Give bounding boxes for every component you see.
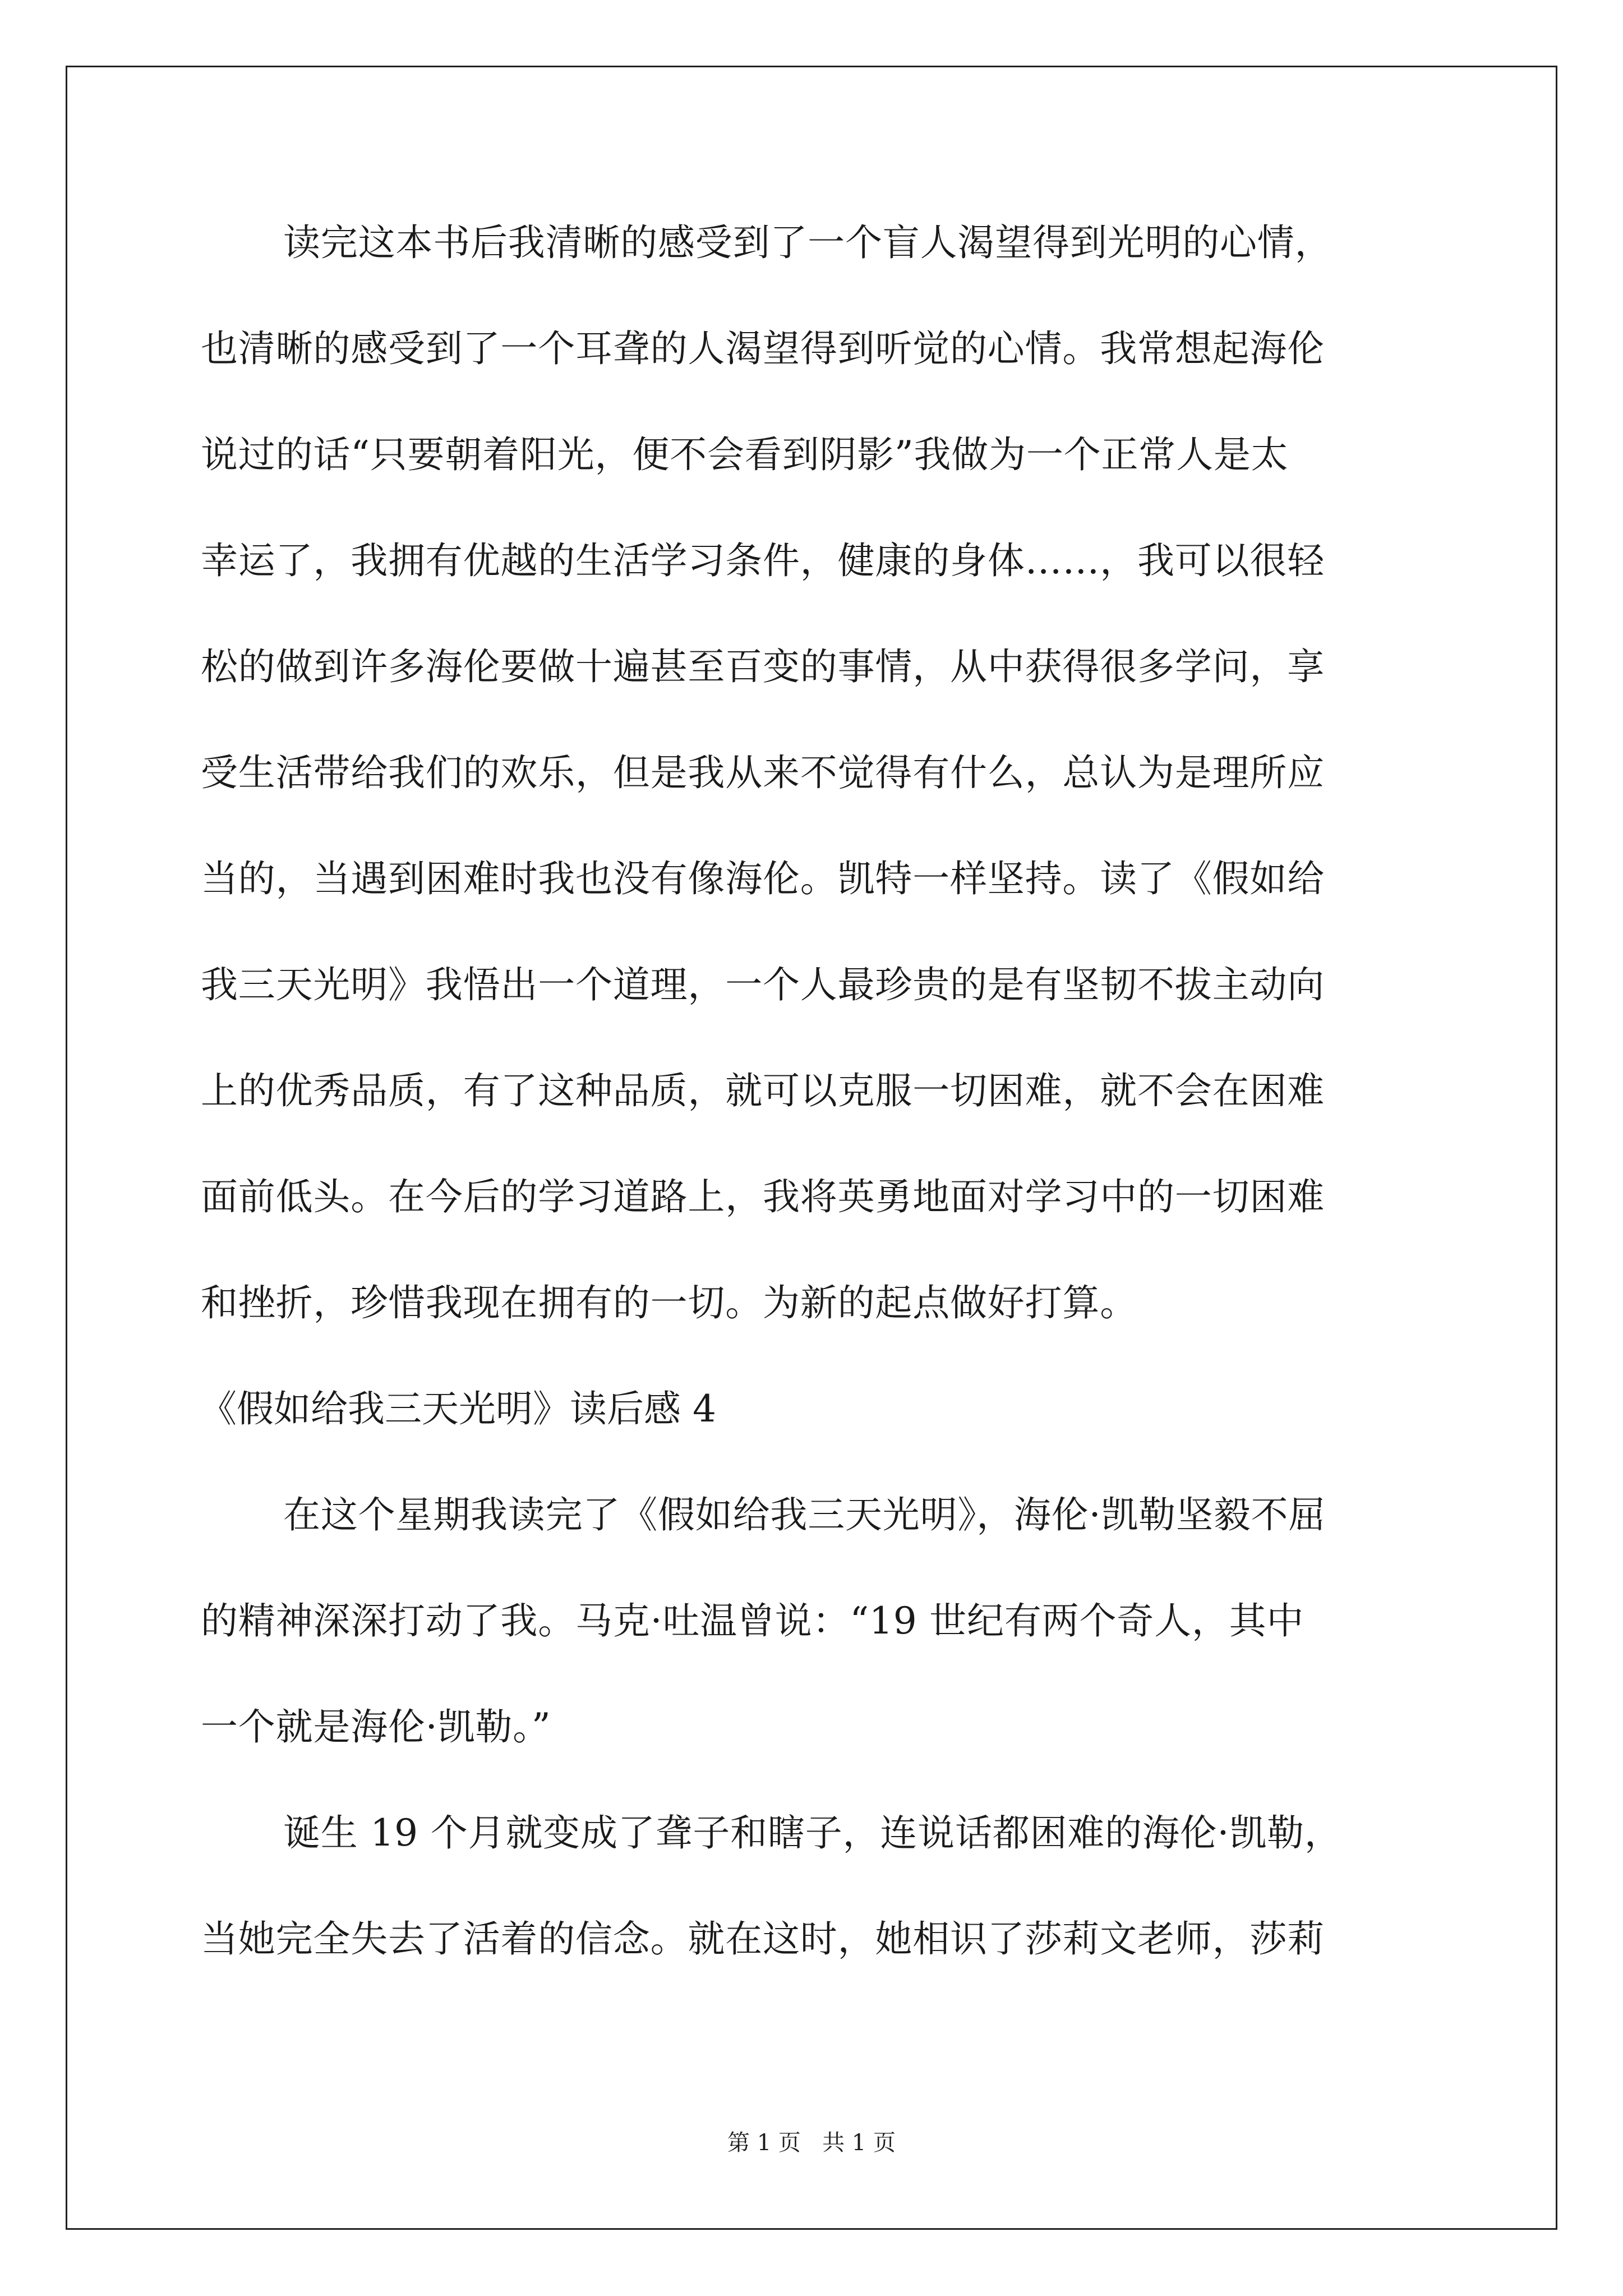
text-line: 松的做到许多海伦要做十遍甚至百变的事情，从中获得很多学问，享 bbox=[201, 645, 1325, 688]
paragraph bbox=[201, 1493, 1432, 1815]
text-line: 面前低头。在今后的学习道路上，我将英勇地面对学习中的一切困难 bbox=[201, 1175, 1325, 1218]
document-body bbox=[200, 221, 1432, 2027]
text-line: 也清晰的感受到了一个耳聋的人渴望得到听觉的心情。我常想起海伦 bbox=[201, 327, 1325, 370]
section-heading: 《假如给我三天光明》读后感 4 bbox=[200, 1387, 716, 1430]
text-line: 幸运了，我拥有优越的生活学习条件，健康的身体……，我可以很轻 bbox=[201, 539, 1325, 582]
text-line: 受生活带给我们的欢乐，但是我从来不觉得有什么，总认为是理所应 bbox=[201, 751, 1325, 794]
text-line: 和挫折，珍惜我现在拥有的一切。为新的起点做好打算。 bbox=[201, 1281, 1137, 1324]
text-line: 我三天光明》我悟出一个道理，一个人最珍贵的是有坚韧不拔主动向 bbox=[201, 963, 1325, 1006]
text-line: 上的优秀品质，有了这种品质，就可以克服一切困难，就不会在困难 bbox=[201, 1069, 1325, 1112]
text-line: 当她完全失去了活着的信念。就在这时，她相识了莎莉文老师，莎莉 bbox=[201, 1917, 1325, 1961]
text-line: 说过的话“只要朝着阳光，便不会看到阴影”我做为一个正常人是太 bbox=[201, 433, 1289, 476]
text-line: 的精神深深打动了我。马克·吐温曾说：“19 世纪有两个奇人，其中 bbox=[201, 1599, 1304, 1642]
page-footer: 第 1 页 共 1 页 bbox=[727, 2130, 896, 2156]
text-line: 读完这本书后我清晰的感受到了一个盲人渴望得到光明的心情， bbox=[283, 221, 1332, 264]
paragraph bbox=[201, 1811, 1432, 2027]
text-line: 当的，当遇到困难时我也没有像海伦。凯特一样坚持。读了《假如给 bbox=[201, 857, 1325, 900]
text-line: 一个就是海伦·凯勒。” bbox=[201, 1705, 551, 1749]
text-line: 在这个星期我读完了《假如给我三天光明》，海伦·凯勒坚毅不屈 bbox=[283, 1493, 1326, 1536]
text-line: 诞生 19 个月就变成了聋子和瞎子，连说话都困难的海伦·凯勒， bbox=[283, 1811, 1342, 1855]
paragraph bbox=[201, 221, 1432, 1391]
